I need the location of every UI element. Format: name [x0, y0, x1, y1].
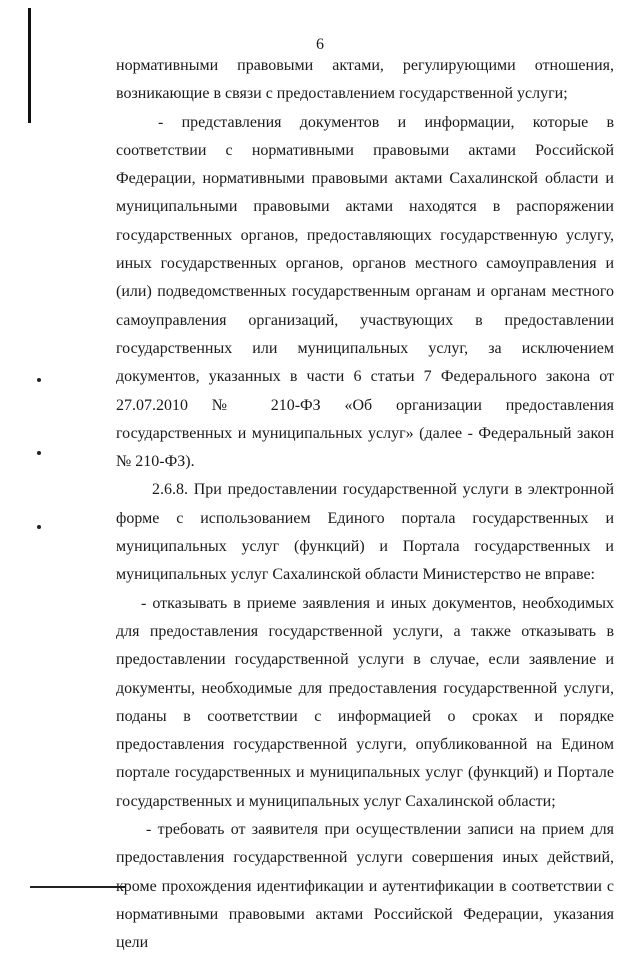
scan-bottom-line [30, 886, 125, 888]
paragraph-refuse-acceptance: - отказывать в приеме заявления и иных документов, необходимых для предоставления государственной услуги, а также отказывать в предоставлении государственной услуги в случае, если заявление и документы, необходимые для предоставления государственной услуги, поданы в соответствии с информацией о сроках и порядке предоставления государственной услуги, опубликованной на Едином портале государственных и муниципальных услуг (функций) и Портале государственных и муниципальных услуг Сахалинской области; [116, 594, 614, 810]
scan-dot [37, 525, 41, 529]
scan-margin-bar [28, 8, 31, 123]
document-body [116, 52, 614, 958]
paragraph-require-applicant: - требовать от заявителя при осуществлении записи на прием для предоставления государственной услуги совершения иных действий, кроме прохождения идентификации и аутентификации в соответствии с нормативными правовыми актами Российской Федерации, указания цели [116, 821, 614, 952]
scan-dot [37, 451, 41, 455]
paragraph-continuation: нормативными правовыми актами, регулирующими отношения, возникающие в связи с предоставлением государственной услуги; [116, 57, 614, 103]
page-number: 6 [316, 36, 324, 53]
paragraph-documents-information: - представления документов и информации, которые в соответствии с нормативными правовыми актами Российской Федерации, нормативными правовыми актами Сахалинской области и муниципальными правовыми актами находятся в распоряжении государственных органов, предоставляющих государственную услугу, иных государственных органов, органов местного самоуправления и (или) подведомственных государственным органам и органам местного самоуправления организаций, участвующих в предоставлении государственных или муниципальных услуг, за исключением документов, указанных в части 6 статьи 7 Федерального закона от 27.07.2010 № 210-ФЗ «Об организации предоставления государственных и муниципальных услуг» (далее - Федеральный закон № 210-ФЗ). [116, 113, 614, 471]
scan-dot [37, 378, 41, 382]
paragraph-2-6-8: 2.6.8. При предоставлении государственной услуги в электронной форме с использованием Единого портала государственных и муниципальных услуг (функций) и Портала государственных и муниципальных услуг Сахалинской области Министерство не вправе: [116, 481, 614, 584]
